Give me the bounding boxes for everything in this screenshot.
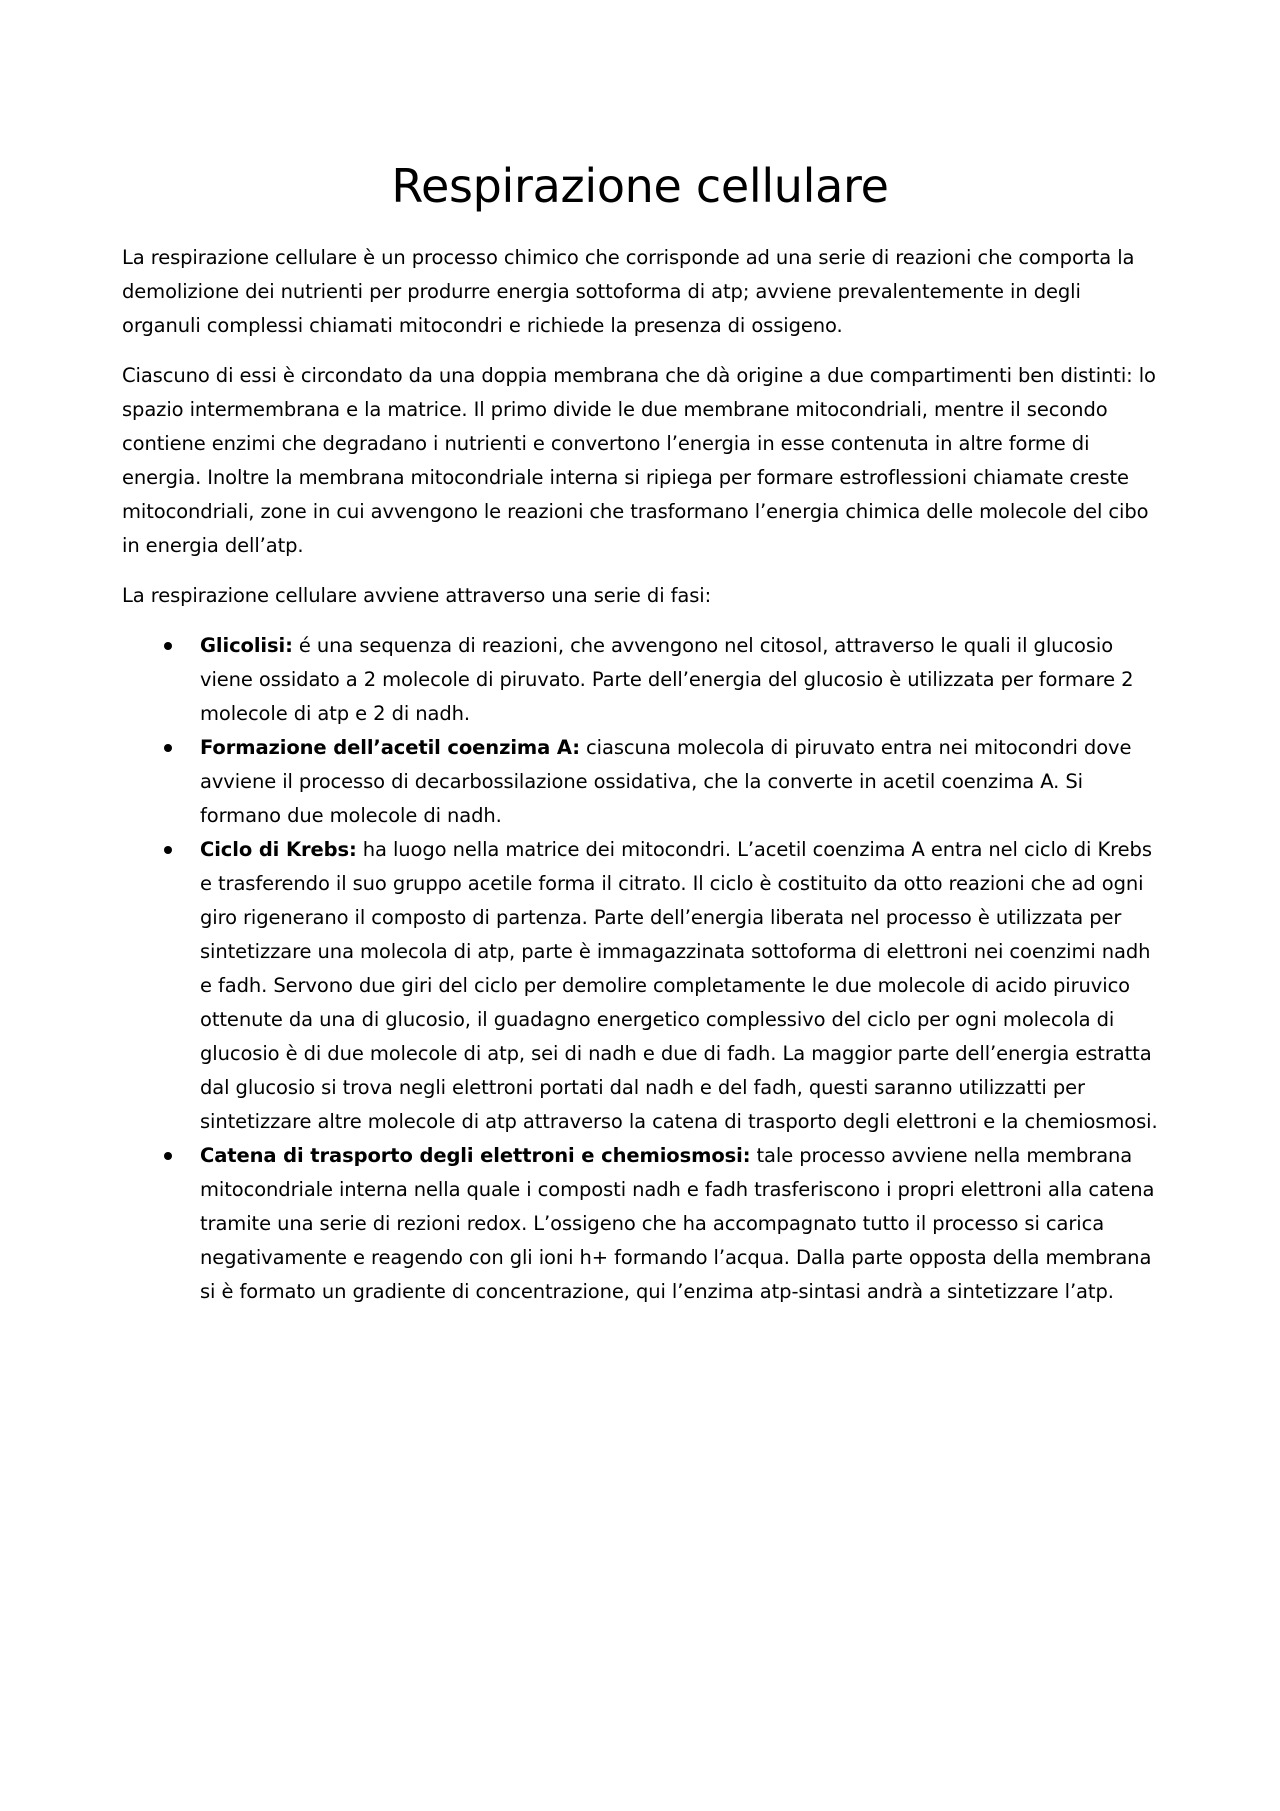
- list-item: [122, 1139, 1158, 1309]
- intro-paragraph: La respirazione cellulare è un processo chimico che corrisponde ad una serie di reazioni che comporta la demolizione dei nutrienti per produrre energia sottoforma di atp; avviene prevalentemente in degli organuli complessi chiamati mitocondri e richiede la presenza di ossigeno.: [122, 246, 1135, 337]
- phase-text: ciascuna molecola di piruvato entra nei mitocondri dove avviene il processo di decarbossilazione ossidativa, che la converte in acetil coenzima A. Si formano due molecole di nadh.: [200, 736, 1132, 827]
- phases-list: [122, 629, 1158, 1309]
- bullet-icon: [164, 846, 172, 854]
- list-item: [122, 731, 1158, 833]
- list-item: [122, 629, 1158, 731]
- bullet-icon: [164, 1152, 172, 1160]
- document-title: Respirazione cellulare: [391, 159, 889, 213]
- bullet-icon: [164, 744, 172, 752]
- bullet-icon: [164, 642, 172, 650]
- phase-name: Formazione dell’acetil coenzima A:: [200, 736, 580, 759]
- mitochondria-paragraph: Ciascuno di essi è circondato da una doppia membrana che dà origine a due compartimenti ben distinti: lo spazio intermembrana e la matrice. Il primo divide le due membrane mitocondriali, mentre il secondo contiene enzimi che degradano i nutrienti e convertono l’energia in esse contenuta in altre forme di energia. Inoltre la membrana mitocondriale interna si ripiega per formare estroflessioni chiamate creste mitocondriali, zone in cui avvengono le reazioni che trasformano l’energia chimica delle molecole del cibo in energia dell’atp.: [122, 364, 1156, 557]
- phase-name: Ciclo di Krebs:: [200, 838, 357, 861]
- phase-text: é una sequenza di reazioni, che avvengono nel citosol, attraverso le quali il glucosio viene ossidato a 2 molecole di piruvato. Parte dell’energia del glucosio è utilizzata per formare 2 molecole di atp e 2 di nadh.: [200, 634, 1134, 725]
- phase-name: Glicolisi:: [200, 634, 293, 657]
- list-item: [122, 833, 1158, 1139]
- phase-text: tale processo avviene nella membrana mitocondriale interna nella quale i composti nadh e fadh trasferiscono i propri elettroni alla catena tramite una serie di rezioni redox. L’ossigeno che ha accompagnato tutto il processo si carica negativamente e reagendo con gli ioni h+ formando l’acqua. Dalla parte opposta della membrana si è formato un gradiente di concentrazione, qui l’enzima atp-sintasi andrà a sintetizzare l’atp.: [200, 1144, 1155, 1303]
- phase-text: ha luogo nella matrice dei mitocondri. L’acetil coenzima A entra nel ciclo di Krebs e trasferendo il suo gruppo acetile forma il citrato. Il ciclo è costituito da otto reazioni che ad ogni giro rigenerano il composto di partenza. Parte dell’energia liberata nel processo è utilizzata per sintetizzare una molecola di atp, parte è immagazzinata sottoforma di elettroni nei coenzimi nadh e fadh. Servono due giri del ciclo per demolire completamente le due molecole di acido piruvico ottenute da una di glucosio, il guadagno energetico complessivo del ciclo per ogni molecola di glucosio è di due molecole di atp, sei di nadh e due di fadh. La maggior parte dell’energia estratta dal glucosio si trova negli elettroni portati dal nadh e del fadh, questi saranno utilizzatti per sintetizzare altre molecole di atp attraverso la catena di trasporto degli elettroni e la chemiosmosi.: [200, 838, 1158, 1133]
- phases-intro-paragraph: La respirazione cellulare avviene attraverso una serie di fasi:: [122, 584, 712, 607]
- phase-name: Catena di trasporto degli elettroni e chemiosmosi:: [200, 1144, 751, 1167]
